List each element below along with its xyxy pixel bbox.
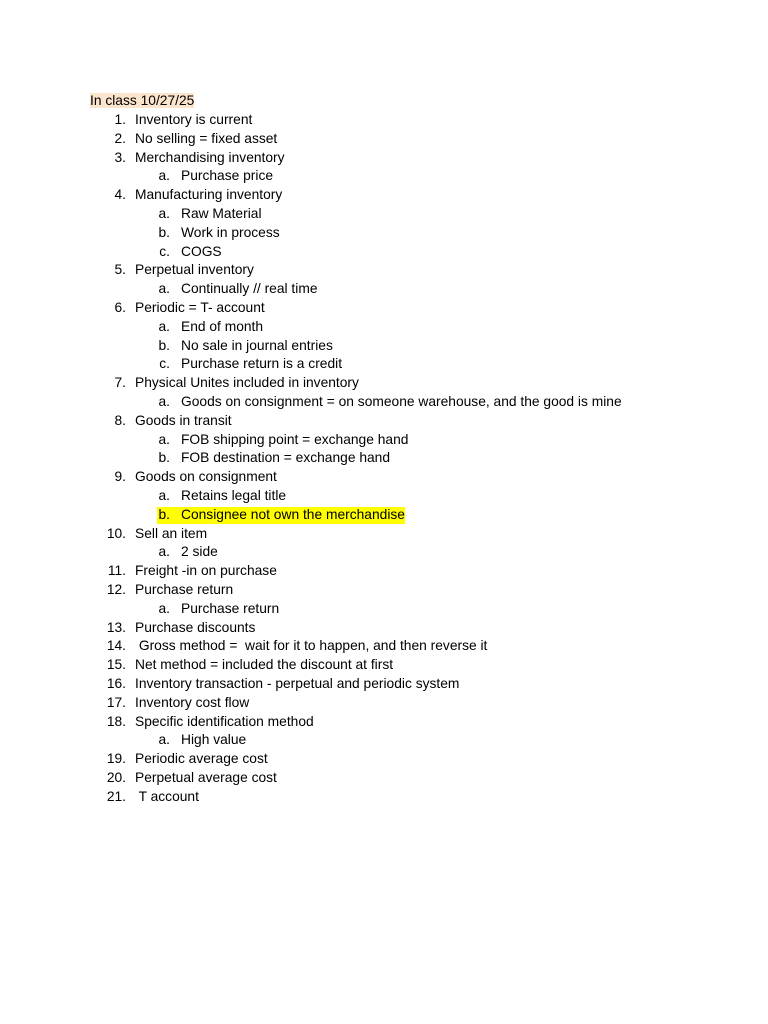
list-item-text: Freight -in on purchase — [135, 563, 277, 579]
list-marker: 16. — [106, 675, 126, 691]
list-item — [0, 619, 768, 638]
sub-list-item — [0, 731, 768, 750]
list-item-text: COGS — [181, 243, 222, 259]
list-marker: c. — [159, 356, 170, 372]
list-item-text: Work in process — [181, 224, 280, 240]
list-item — [0, 562, 768, 581]
list-item-text: Raw Material — [181, 205, 262, 221]
list-marker: 10. — [106, 525, 126, 541]
list-item-text: Goods in transit — [135, 412, 232, 428]
list-marker: 13. — [106, 619, 126, 635]
list-item — [0, 299, 768, 318]
list-item-text: Perpetual inventory — [135, 262, 254, 278]
list-item-text: FOB shipping point = exchange hand — [181, 431, 409, 447]
list-marker: 15. — [106, 657, 126, 673]
list-item-text: 2 side — [181, 544, 218, 560]
list-marker: a. — [158, 205, 170, 221]
list-marker: a. — [158, 732, 170, 748]
list-marker: a. — [158, 318, 170, 334]
sub-list-item — [0, 280, 768, 299]
list-item — [0, 694, 768, 713]
list-item — [0, 374, 768, 393]
sub-list-item — [0, 167, 768, 186]
list-item-text: Purchase return — [181, 600, 280, 616]
sub-list-item — [0, 543, 768, 562]
title-text: In class 10/27/25 — [90, 93, 195, 108]
sub-list-item — [0, 243, 768, 262]
list-item — [0, 468, 768, 487]
list-marker: 1. — [114, 112, 126, 127]
list-item-text: Perpetual average cost — [135, 769, 277, 785]
list-marker: 12. — [106, 581, 126, 597]
list-item-text: T account — [135, 788, 199, 804]
list-item — [0, 713, 768, 732]
list-item-text: Physical Unites included in inventory — [135, 375, 359, 391]
list-marker: c. — [159, 243, 170, 259]
list-marker: 5. — [114, 262, 126, 278]
list-item — [0, 637, 768, 656]
list-item — [0, 788, 768, 807]
list-marker: 4. — [114, 187, 126, 203]
list-item-text: End of month — [181, 318, 264, 334]
list-item-text: Sell an item — [135, 525, 208, 541]
list-item-text: No sale in journal entries — [181, 337, 333, 353]
page-title — [90, 92, 194, 110]
list-item-text: Purchase price — [181, 168, 274, 184]
list-marker: b. — [158, 506, 170, 522]
list-item — [0, 412, 768, 431]
list-marker: 2. — [114, 130, 126, 146]
list-marker: 19. — [106, 751, 126, 767]
list-marker: 9. — [114, 469, 126, 485]
list-marker: b. — [158, 224, 170, 240]
list-item — [0, 111, 768, 130]
list-item-text: Retains legal title — [181, 487, 287, 503]
list-marker: a. — [158, 487, 170, 503]
list-item-text: Goods on consignment = on someone warehouse, and the good is mine — [181, 393, 622, 409]
list-marker: 11. — [107, 563, 126, 579]
list-item-text: Purchase return is a credit — [181, 356, 343, 372]
sub-list-item — [0, 506, 768, 525]
list-item-text: Continually // real time — [181, 281, 318, 297]
list-marker: 6. — [114, 299, 126, 315]
sub-list-item — [0, 205, 768, 224]
list-item — [0, 656, 768, 675]
sub-list-item — [0, 224, 768, 243]
list-marker: b. — [158, 450, 170, 466]
list-item-text: No selling = fixed asset — [135, 130, 278, 146]
list-item — [0, 261, 768, 280]
list-item-text: Inventory cost flow — [135, 694, 250, 710]
list-item — [0, 769, 768, 788]
list-item-text: Purchase discounts — [135, 619, 256, 635]
list-marker: b. — [158, 337, 170, 353]
list-marker: a. — [158, 544, 170, 560]
list-item-text: FOB destination = exchange hand — [181, 450, 391, 466]
list-item-text: Periodic = T- account — [135, 299, 265, 315]
list-marker: 3. — [114, 149, 126, 165]
list-marker: a. — [158, 431, 170, 447]
list-item — [0, 130, 768, 149]
list-item-text: Periodic average cost — [135, 751, 268, 767]
list-item-text: Consignee not own the merchandise — [181, 506, 405, 522]
list-item-text: Merchandising inventory — [135, 149, 285, 165]
list-item-text: Net method = included the discount at first — [135, 657, 394, 673]
sub-list-item — [0, 318, 768, 337]
list-item-text: Specific identification method — [135, 713, 314, 729]
list-marker: 14. — [106, 638, 126, 654]
list-item-text: Purchase return — [135, 581, 234, 597]
sub-list-item — [0, 431, 768, 450]
list-marker: 18. — [106, 713, 126, 729]
sub-list-item — [0, 600, 768, 619]
sub-list-item — [0, 449, 768, 468]
list-marker: a. — [158, 168, 170, 184]
list-item — [0, 675, 768, 694]
list-item-text: Gross method = wait for it to happen, and then reverse it — [135, 638, 488, 654]
list-marker: 21. — [106, 788, 126, 804]
list-item — [0, 581, 768, 600]
list-marker: 8. — [114, 412, 126, 428]
list-item — [0, 186, 768, 205]
list-marker: 17. — [106, 694, 126, 710]
list-marker: a. — [158, 600, 170, 616]
list-item — [0, 525, 768, 544]
sub-list-item — [0, 337, 768, 356]
notes-list — [0, 111, 768, 806]
sub-list-item — [0, 355, 768, 374]
sub-list-item — [0, 393, 768, 412]
list-item-text: Goods on consignment — [135, 469, 277, 485]
list-item — [0, 149, 768, 168]
list-marker: a. — [158, 393, 170, 409]
list-marker: a. — [158, 281, 170, 297]
list-marker: 7. — [114, 375, 126, 391]
list-item-text: Inventory is current — [135, 112, 253, 127]
list-item-text: Inventory transaction - perpetual and periodic system — [135, 675, 460, 691]
list-item-text: High value — [181, 732, 247, 748]
sub-list-item — [0, 487, 768, 506]
list-item — [0, 750, 768, 769]
list-marker: 20. — [106, 769, 126, 785]
list-item-text: Manufacturing inventory — [135, 187, 283, 203]
